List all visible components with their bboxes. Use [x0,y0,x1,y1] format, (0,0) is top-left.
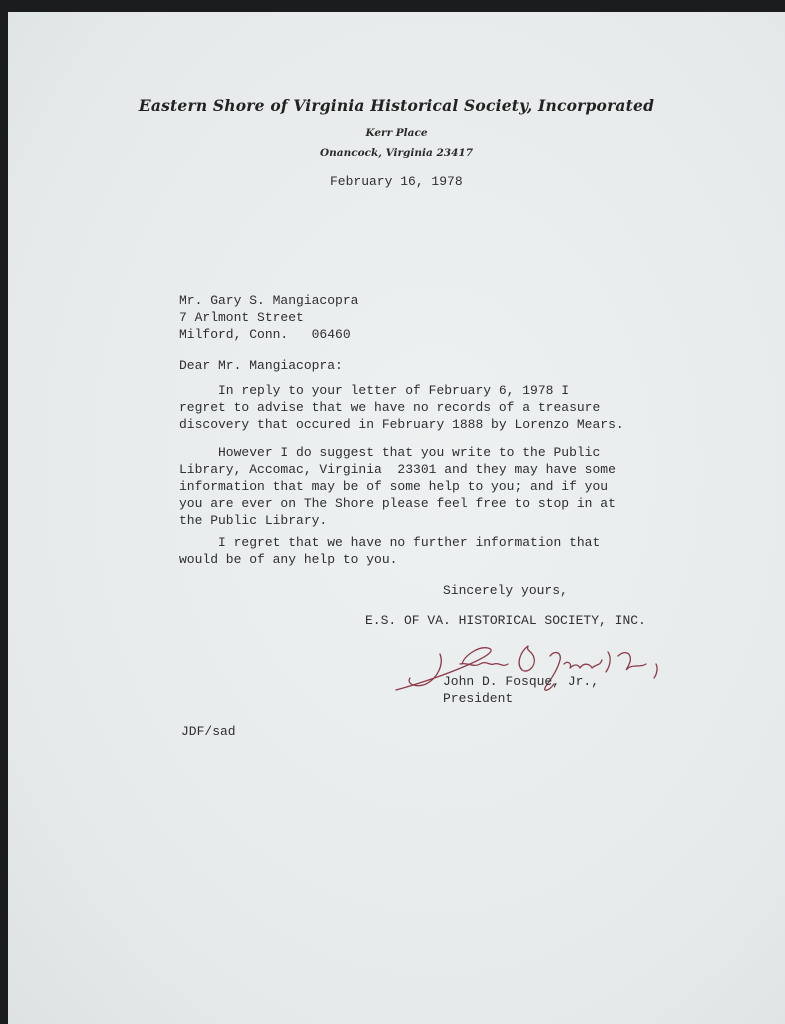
signer-title: President [443,691,514,706]
paragraph-line: However I do suggest that you write to the Public [179,445,601,460]
organization-signature-block: E.S. OF VA. HISTORICAL SOCIETY, INC. [365,613,646,628]
salutation: Dear Mr. Mangiacopra: [179,358,343,373]
paragraph-2 [179,444,616,529]
letter-sheet [8,12,785,1024]
paragraph-line: regret to advise that we have no records of a treasure [179,400,601,415]
signer-block [443,673,599,707]
letterhead [8,96,785,159]
recipient-street: 7 Arlmont Street [179,310,304,325]
paragraph-line: I regret that we have no further information that [179,535,601,550]
paragraph-line: you are ever on The Shore please feel free to stop in at [179,496,616,511]
recipient-city: Milford, Conn. 06460 [179,327,351,342]
paragraph-line: discovery that occured in February 1888 by Lorenzo Mears. [179,417,624,432]
letter-date: February 16, 1978 [330,174,463,189]
paragraph-line: In reply to your letter of February 6, 1978 I [179,383,570,398]
letterhead-city: Onancock, Virginia 23417 [319,147,474,159]
letterhead-organization-name: Eastern Shore of Virginia Historical Society, Incorporated [138,96,655,115]
reference-initials: JDF/sad [181,724,236,739]
letterhead-place: Kerr Place [365,127,428,139]
paragraph-line: Library, Accomac, Virginia 23301 and they may have some [179,462,616,477]
signer-name: John D. Fosque, Jr., [443,674,600,689]
paragraph-line: information that may be of some help to you; and if you [179,479,609,494]
closing: Sincerely yours, [443,583,568,598]
recipient-name: Mr. Gary S. Mangiacopra [179,293,359,308]
paragraph-1 [179,382,624,433]
recipient-address [179,292,358,343]
paragraph-line: would be of any help to you. [179,552,398,567]
paragraph-3 [179,534,600,568]
paragraph-line: the Public Library. [179,513,328,528]
